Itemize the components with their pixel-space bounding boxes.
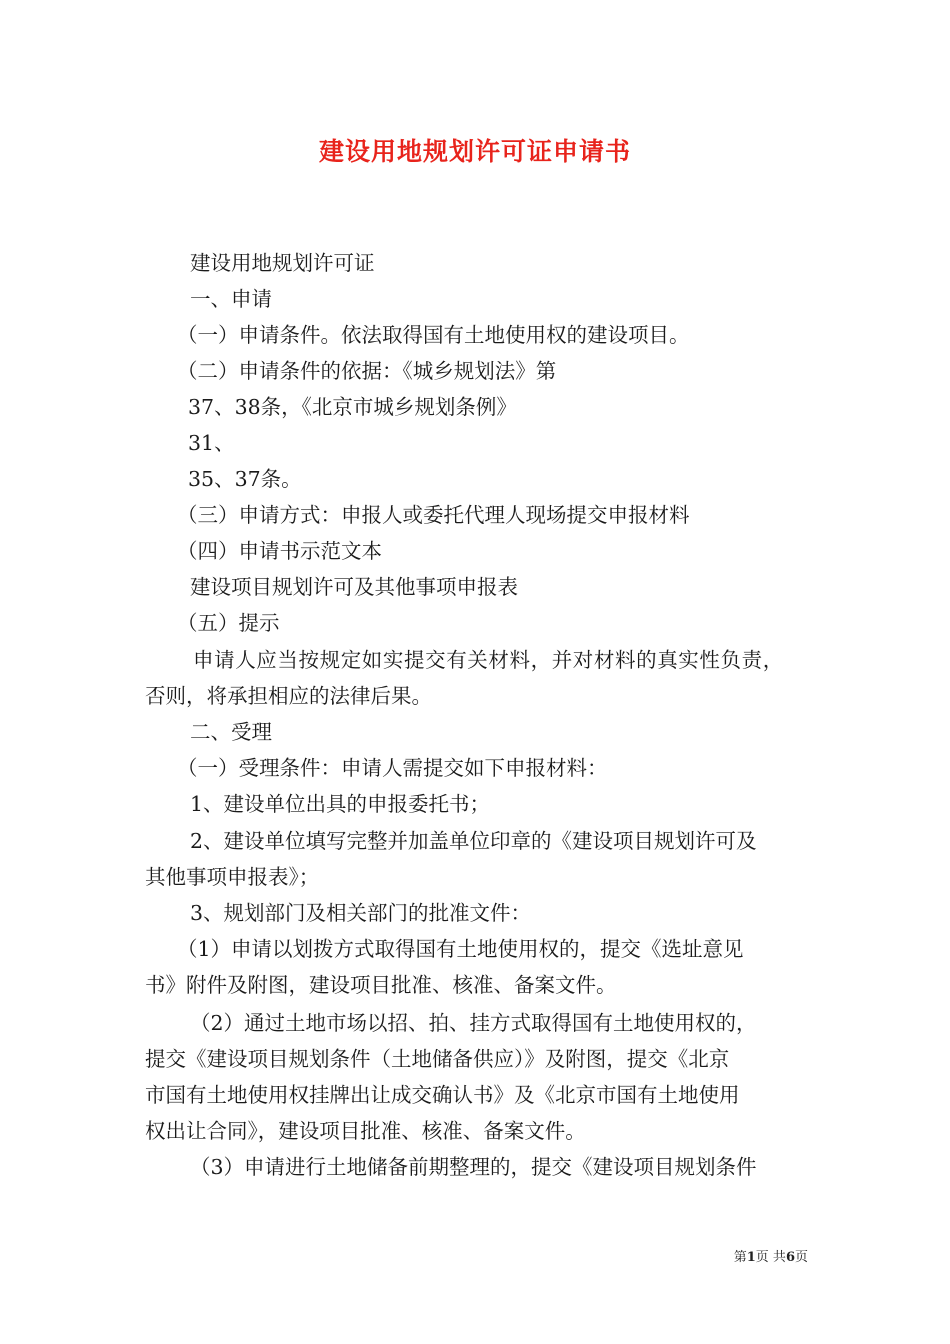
text-line: （一）受理条件：申请人需提交如下申报材料： [177, 756, 608, 780]
text-line: （二）申请条件的依据：《城乡规划法》第 [177, 359, 557, 383]
text-line: （3）申请进行土地储备前期整理的，提交《建设项目规划条件 [190, 1155, 757, 1179]
text-line: 31、 [188, 431, 235, 455]
text-line: （四）申请书示范文本 [177, 539, 382, 563]
text-line: （三）申请方式：申报人或委托代理人现场提交申报材料 [177, 503, 690, 527]
text-line: （2）通过土地市场以招、拍、挂方式取得国有土地使用权的， [190, 1011, 757, 1035]
footer-middle: 页 共 [755, 1250, 786, 1265]
text-line: （一）申请条件。依法取得国有土地使用权的建设项目。 [177, 323, 690, 347]
text-line: （1）申请以划拨方式取得国有土地使用权的，提交《选址意见 [177, 937, 744, 961]
text-line: 2、建设单位填写完整并加盖单位印章的《建设项目规划许可及 [190, 829, 757, 853]
text-line: 37、38条，《北京市城乡规划条例》 [188, 395, 517, 419]
text-line: （五）提示 [177, 611, 280, 635]
footer-prefix: 第 [733, 1250, 747, 1265]
text-line: 二、受理 [190, 720, 272, 744]
text-line: 1、建设单位出具的申报委托书； [190, 792, 491, 816]
text-line: 市国有土地使用权挂牌出让成交确认书》及《北京市国有土地使用 [145, 1083, 740, 1107]
footer-page-total: 6 [785, 1250, 795, 1265]
text-line: 建设用地规划许可证 [190, 251, 375, 275]
text-line: 3、规划部门及相关部门的批准文件： [190, 901, 532, 925]
text-line: 35、37条。 [188, 467, 302, 491]
text-line: 一、申请 [190, 287, 272, 311]
text-line: 否则，将承担相应的法律后果。 [145, 684, 432, 708]
footer-page-number: 1 [746, 1250, 756, 1265]
document-title: 建设用地规划许可证申请书 [318, 137, 631, 166]
text-line: 书》附件及附图，建设项目批准、核准、备案文件。 [145, 973, 617, 997]
text-line: 其他事项申报表》； [145, 865, 320, 889]
text-line: 申请人应当按规定如实提交有关材料，并对材料的真实性负责， [193, 648, 784, 672]
text-line: 提交《建设项目规划条件（土地储备供应）》及附图，提交《北京 [145, 1047, 730, 1071]
page-footer [734, 1246, 808, 1265]
text-line: 权出让合同》，建设项目批准、核准、备案文件。 [145, 1119, 586, 1143]
footer-suffix: 页 [794, 1250, 808, 1265]
text-line: 建设项目规划许可及其他事项申报表 [190, 575, 518, 599]
